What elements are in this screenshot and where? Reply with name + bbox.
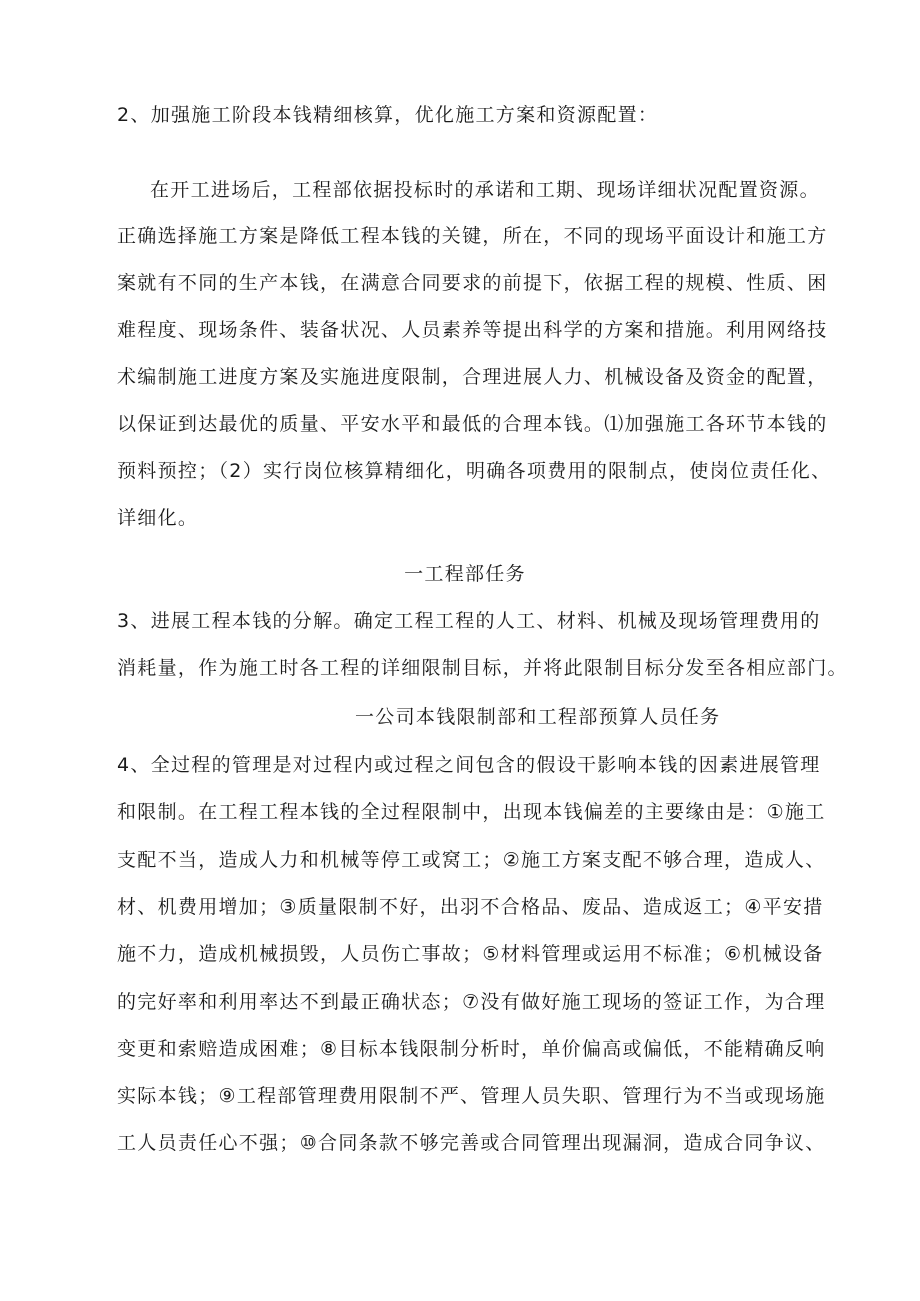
paragraph-line: 实际本钱；⑨工程部管理费用限制不严、管理人员失职、管理行为不当或现场施 <box>117 1085 826 1107</box>
paragraph-line: 施不力，造成机械损毁，人员伤亡事故；⑤材料管理或运用不标准；⑥机械设备 <box>117 943 824 965</box>
paragraph-line: 正确选择施工方案是降低工程本钱的关键，所在，不同的现场平面设计和施工方 <box>117 225 828 247</box>
responsibility-note-2: 一公司本钱限制部和工程部预算人员任务 <box>355 706 721 728</box>
paragraph-line: 在开工进场后，工程部依据投标时的承诺和工期、现场详细状况配置资源。 <box>150 179 820 201</box>
paragraph-line: 4、全过程的管理是对过程内或过程之间包含的假设干影响本钱的因素进展管理 <box>117 754 821 776</box>
paragraph-line: 工人员责任心不强；⑩合同条款不够完善或合同管理出现漏洞，造成合同争议、 <box>117 1132 826 1154</box>
paragraph-line: 术编制施工进度方案及实施进度限制，合理进展人力、机械设备及资金的配置， <box>117 366 828 388</box>
paragraph-line: 预料预控；（2）实行岗位核算精细化，明确各项费用的限制点，使岗位责任化、 <box>117 460 832 482</box>
paragraph-line: 案就有不同的生产本钱，在满意合同要求的前提下，依据工程的规模、性质、困 <box>117 272 828 294</box>
paragraph-line: 难程度、现场条件、装备状况、人员素养等提出科学的方案和措施。利用网络技 <box>117 319 828 341</box>
paragraph-line: 详细化。 <box>117 507 199 529</box>
paragraph-line: 消耗量，作为施工时各工程的详细限制目标，并将此限制目标分发至各相应部门。 <box>117 657 848 679</box>
paragraph-line: 3、进展工程本钱的分解。确定工程工程的人工、材料、机械及现场管理费用的 <box>117 610 821 632</box>
paragraph-line: 以保证到达最优的质量、平安水平和最低的合理本钱。⑴加强施工各环节本钱的 <box>117 413 828 435</box>
paragraph-line: 支配不当，造成人力和机械等停工或窝工；②施工方案支配不够合理，造成人、 <box>117 849 826 871</box>
responsibility-note-1: 一工程部任务 <box>404 563 526 585</box>
paragraph-line: 的完好率和利用率达不到最正确状态；⑦没有做好施工现场的签证工作，为合理 <box>117 991 826 1013</box>
paragraph-line: 材、机费用增加；③质量限制不好，出羽不合格品、废品、造成返工；④平安措 <box>117 896 824 918</box>
paragraph-line: 变更和索赔造成困难；⑧目标本钱限制分析时，单价偏高或偏低，不能精确反响 <box>117 1038 826 1060</box>
section-heading-2: 2、加强施工阶段本钱精细核算，优化施工方案和资源配置： <box>117 104 659 126</box>
paragraph-line: 和限制。在工程工程本钱的全过程限制中，出现本钱偏差的主要缘由是：①施工 <box>117 801 826 823</box>
